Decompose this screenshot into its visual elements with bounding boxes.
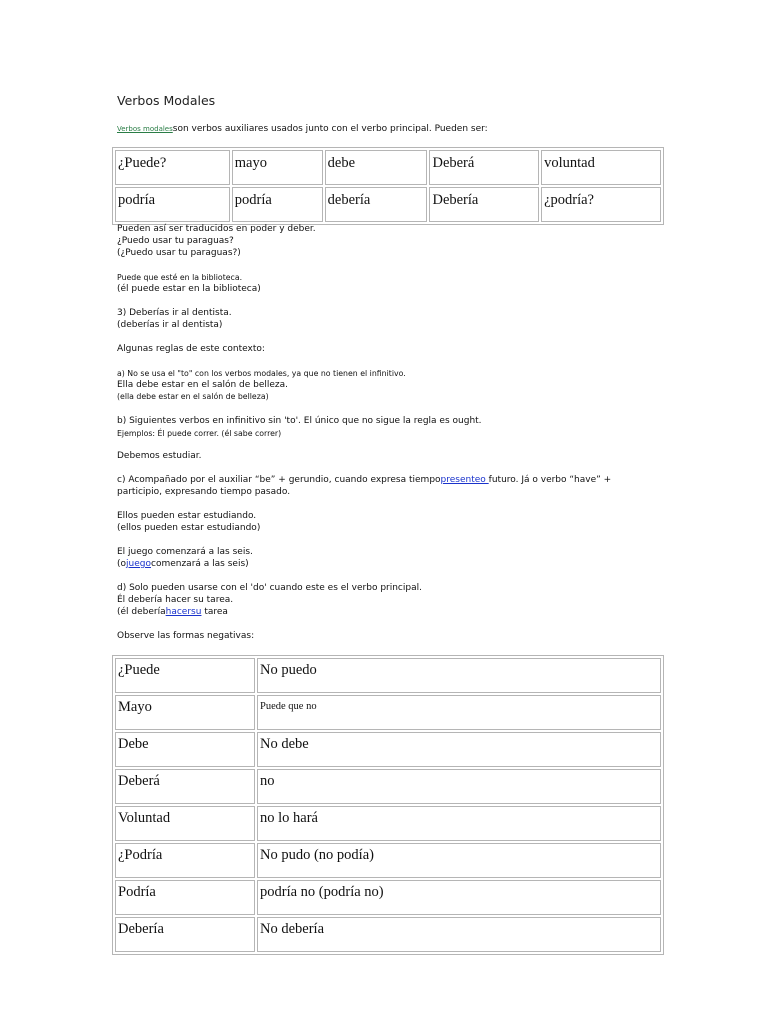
table-cell: no xyxy=(257,769,661,804)
table-row xyxy=(115,880,661,915)
table-cell: ¿Puede? xyxy=(115,150,230,185)
body-line xyxy=(117,559,249,570)
juego-link[interactable]: juego xyxy=(126,559,151,569)
body-line: (ella debe estar en el salón de belleza) xyxy=(117,392,269,401)
table-row xyxy=(115,806,661,841)
table-row xyxy=(115,843,661,878)
table-cell: Voluntad xyxy=(115,806,255,841)
body-line: Debemos estudiar. xyxy=(117,451,202,461)
body-text: futuro. Já o verbo “have” + xyxy=(488,475,612,485)
table-row xyxy=(115,150,661,185)
table-cell: podría no (podría no) xyxy=(257,880,661,915)
body-text: (él debería xyxy=(117,607,166,617)
body-line xyxy=(117,475,611,486)
intro-text: son verbos auxiliares usados junto con el verbo principal. Pueden ser: xyxy=(172,124,488,134)
body-line: Algunas reglas de este contexto: xyxy=(117,344,265,354)
body-text: (o xyxy=(117,559,127,569)
body-text: tarea xyxy=(201,607,228,617)
body-text: c) Acompañado por el auxiliar “be” + gerundio, cuando expresa tiempo xyxy=(117,475,441,485)
table-row xyxy=(115,769,661,804)
body-line: Ellos pueden estar estudiando. xyxy=(117,511,257,521)
body-line: d) Solo pueden usarse con el 'do' cuando este es el verbo principal. xyxy=(117,583,422,593)
table-row xyxy=(115,732,661,767)
hacersu-link[interactable]: hacersu xyxy=(165,607,202,617)
table-cell: Mayo xyxy=(115,695,255,730)
table-cell: ¿Podría xyxy=(115,843,255,878)
table-row xyxy=(115,658,661,693)
body-line: (él puede estar en la biblioteca) xyxy=(117,284,261,294)
table-cell: debe xyxy=(325,150,428,185)
table-cell: No debería xyxy=(257,917,661,952)
body-line: ¿Puedo usar tu paraguas? xyxy=(117,236,234,246)
body-text: comenzará a las seis) xyxy=(151,559,249,569)
table-cell: Debería xyxy=(429,187,539,222)
body-line: Pueden así ser traducidos en poder y deber. xyxy=(117,224,316,234)
verbos-modales-link[interactable]: Verbos modales xyxy=(117,125,173,133)
body-line: 3) Deberías ir al dentista. xyxy=(117,308,232,318)
table-cell: no lo hará xyxy=(257,806,661,841)
body-line: El juego comenzará a las seis. xyxy=(117,547,253,557)
negative-forms-table xyxy=(112,655,664,955)
body-line: participio, expresando tiempo pasado. xyxy=(117,487,291,497)
body-line: Él debería hacer su tarea. xyxy=(117,595,234,605)
body-line: Ejemplos: Él puede correr. (él sabe correr) xyxy=(117,429,282,438)
modal-verbs-table xyxy=(112,147,664,225)
table-cell: Debe xyxy=(115,732,255,767)
intro-paragraph xyxy=(117,124,488,134)
table-cell: ¿podría? xyxy=(541,187,661,222)
table-row xyxy=(115,695,661,730)
body-line: (deberías ir al dentista) xyxy=(117,320,223,330)
table-cell: Puede que no xyxy=(257,695,661,730)
body-line: (ellos pueden estar estudiando) xyxy=(117,523,261,533)
body-line xyxy=(117,607,228,618)
table-cell: mayo xyxy=(232,150,323,185)
table-cell: debería xyxy=(325,187,428,222)
table-cell: ¿Puede xyxy=(115,658,255,693)
body-line: Ella debe estar en el salón de belleza. xyxy=(117,380,289,390)
table-row xyxy=(115,917,661,952)
page-title: Verbos Modales xyxy=(117,93,216,108)
table-cell: Debería xyxy=(115,917,255,952)
table-row xyxy=(115,187,661,222)
body-line: Puede que esté en la biblioteca. xyxy=(117,273,243,282)
presenteo-link[interactable]: presenteo xyxy=(440,475,489,485)
table-cell: voluntad xyxy=(541,150,661,185)
body-line: Observe las formas negativas: xyxy=(117,631,255,641)
body-line: a) No se usa el "to" con los verbos modales, ya que no tienen el infinitivo. xyxy=(117,369,406,378)
table-cell: podría xyxy=(115,187,230,222)
table-cell: Podría xyxy=(115,880,255,915)
table-cell: No puedo xyxy=(257,658,661,693)
table-cell: Deberá xyxy=(115,769,255,804)
body-line: (¿Puedo usar tu paraguas?) xyxy=(117,248,241,258)
table-cell: Deberá xyxy=(429,150,539,185)
body-line: b) Siguientes verbos en infinitivo sin 'to'. El único que no sigue la regla es ought. xyxy=(117,416,482,426)
table-cell: podría xyxy=(232,187,323,222)
table-cell: No debe xyxy=(257,732,661,767)
table-cell: No pudo (no podía) xyxy=(257,843,661,878)
